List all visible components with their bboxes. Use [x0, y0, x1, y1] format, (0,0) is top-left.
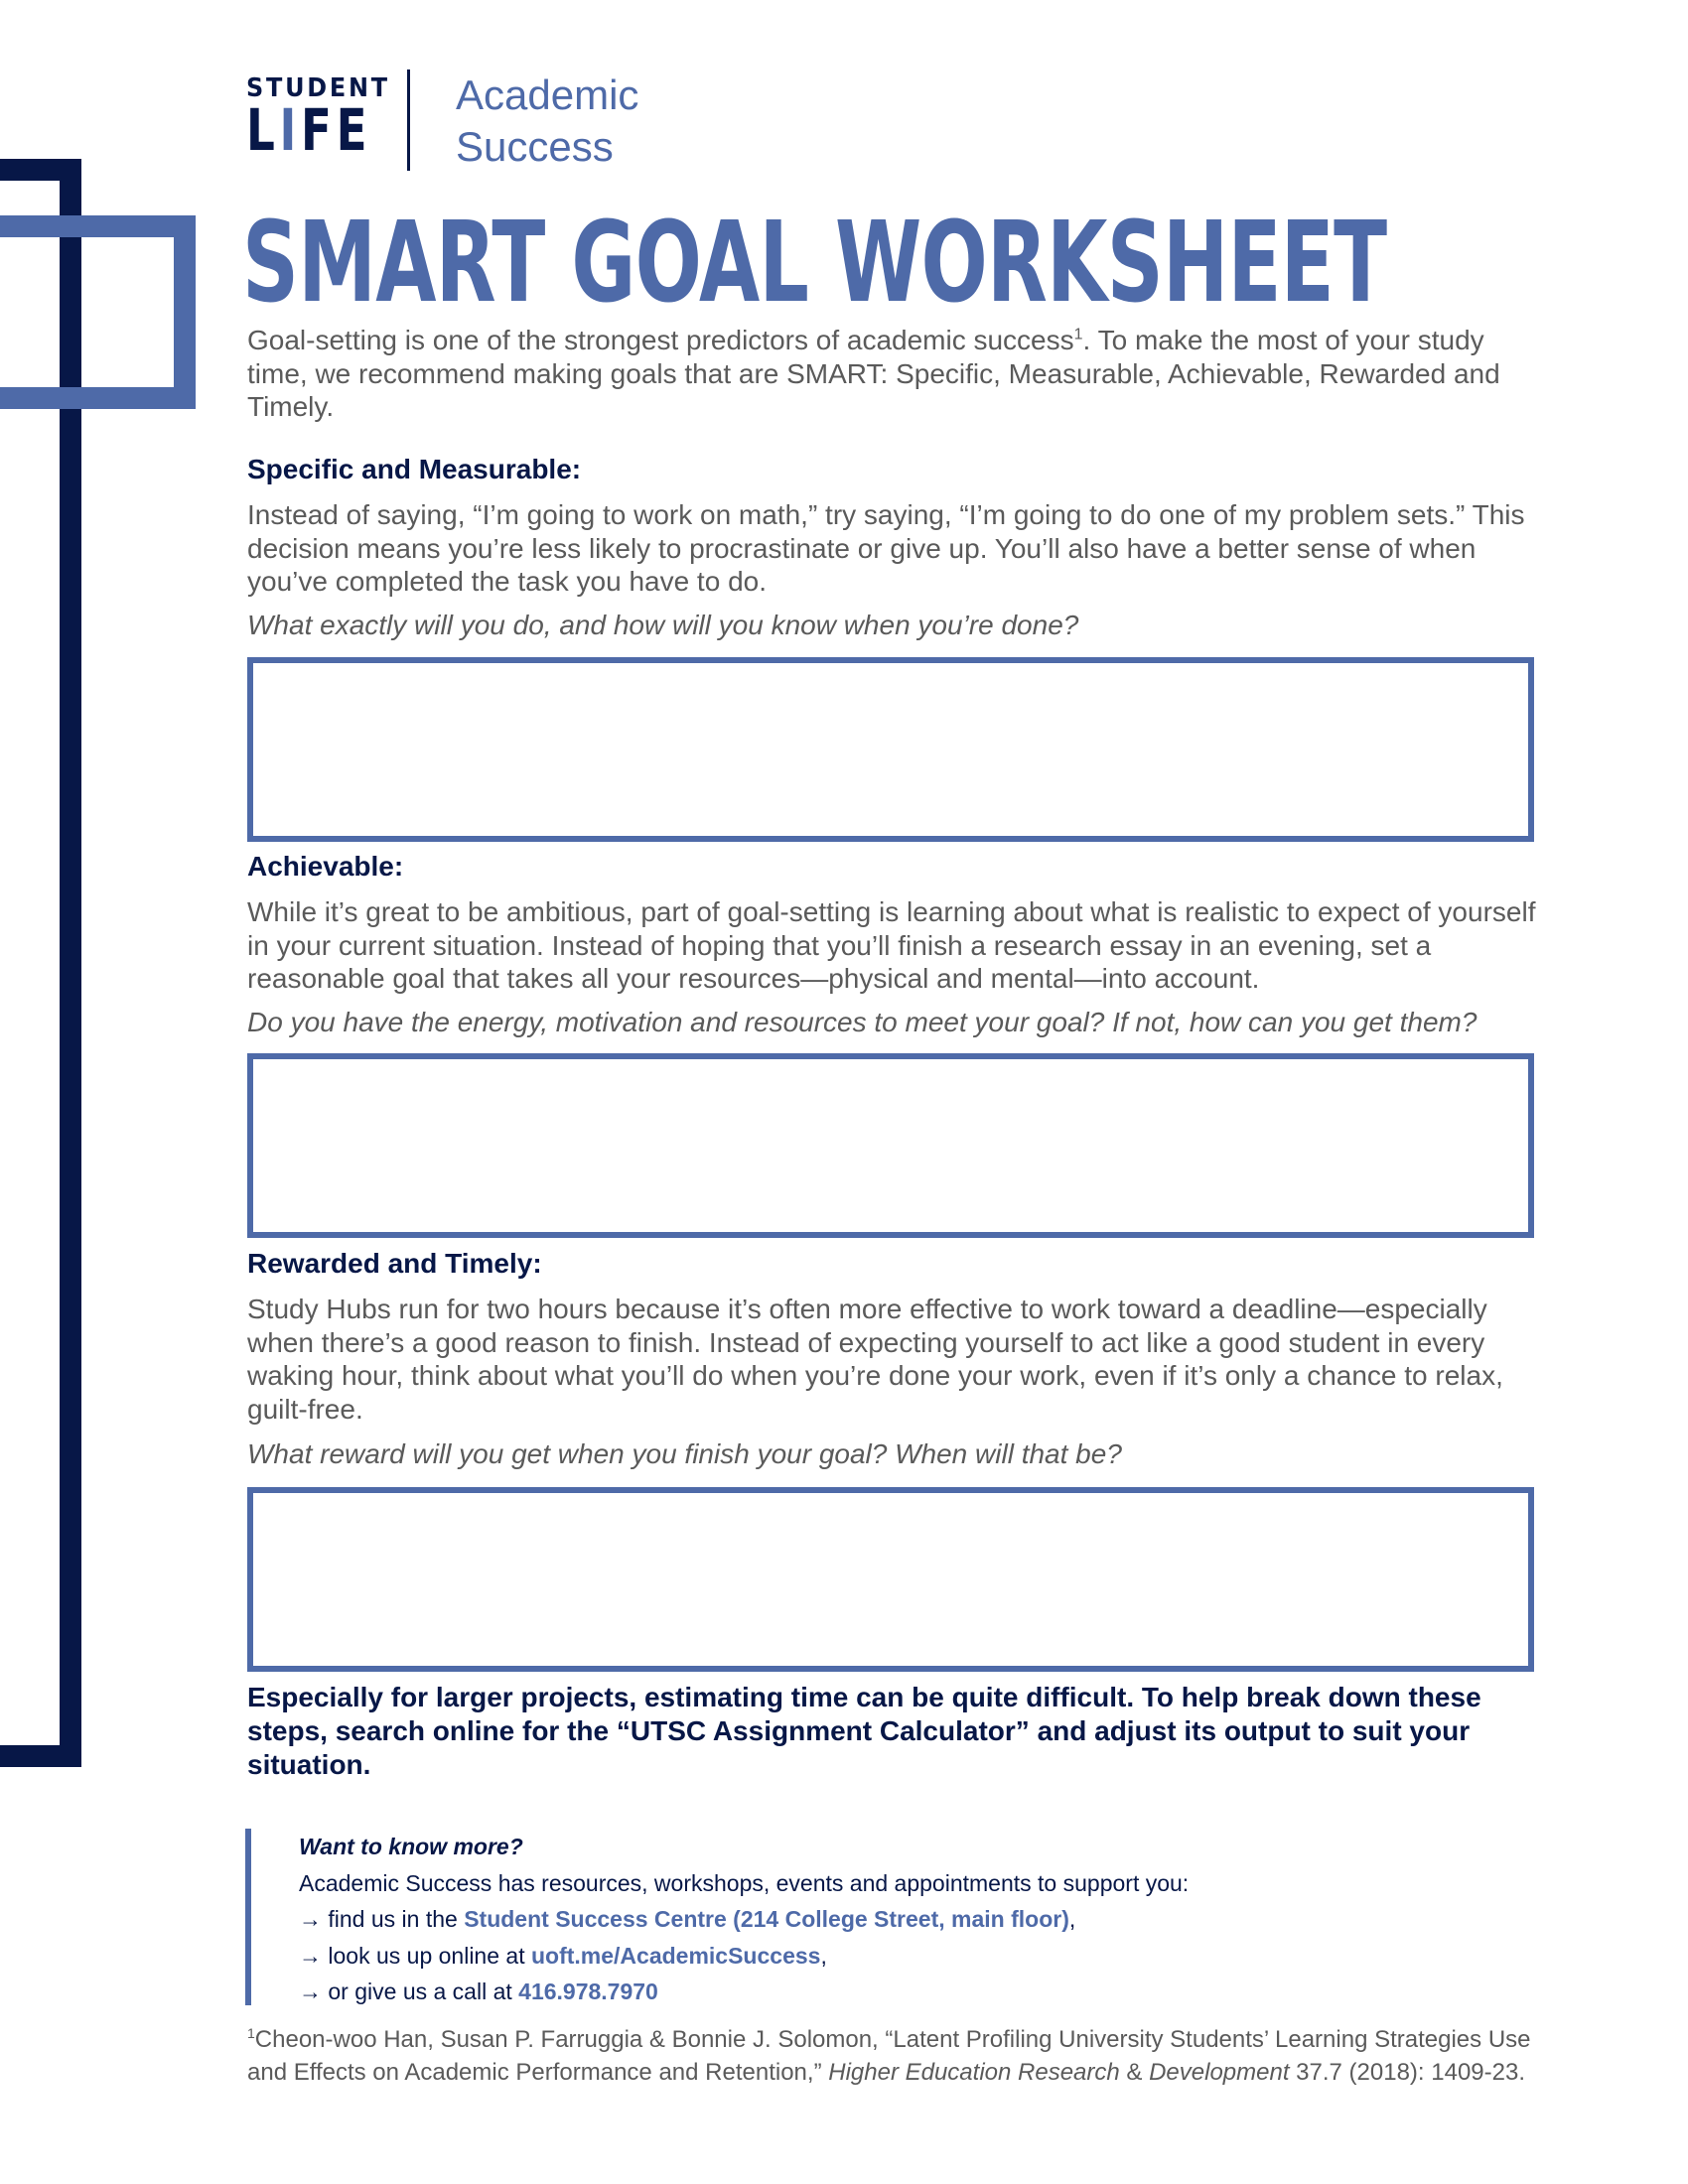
- answer-box-rewarded[interactable]: [247, 1487, 1534, 1672]
- section-heading-rewarded: Rewarded and Timely:: [247, 1248, 542, 1279]
- want-to-know-more-box: [245, 1829, 1337, 2005]
- section-question-rewarded: What reward will you get when you finish your goal? When will that be?: [247, 1438, 1122, 1469]
- answer-field-specific[interactable]: [253, 663, 1528, 836]
- more-website: → look us up online at uoft.me/AcademicSuccess,: [299, 1942, 827, 1969]
- answer-box-specific[interactable]: [247, 657, 1534, 842]
- logo-student-text: STUDENT: [246, 73, 390, 103]
- logo-unit-name: Academic Success: [456, 71, 639, 170]
- more-title: Want to know more?: [299, 1834, 523, 1859]
- section-body-achievable: While it’s great to be ambitious, part of goal-setting is learning about what is realistic to expect of yourself in your current situation. Instead of hoping that you’ll finish a research essay in an evening, set a reasonable goal that takes all your resources—physical and mental—into account.: [247, 896, 1536, 994]
- assignment-calculator-note: Especially for larger projects, estimating time can be quite difficult. To help break down these steps, search online for the “UTSC Assignment Calculator” and adjust its output to suit your situation.: [247, 1682, 1481, 1780]
- more-intro: Academic Success has resources, workshops, events and appointments to support you:: [299, 1869, 1190, 1896]
- section-body-rewarded: Study Hubs run for two hours because it’s often more effective to work toward a deadline—especially when there’s a good reason to finish. Instead of expecting yourself to act like a good student in every waking hour, think about what you’ll do when you’re done your work, even if it’s only a chance to relax, guilt-free.: [247, 1294, 1503, 1425]
- section-heading-achievable: Achievable:: [247, 851, 404, 882]
- website-link[interactable]: uoft.me/AcademicSuccess: [530, 1942, 821, 1969]
- page-title: SMART GOAL WORKSHEET: [242, 199, 1387, 328]
- section-heading-specific: Specific and Measurable:: [247, 454, 582, 484]
- section-body-specific: Instead of saying, “I’m going to work on math,” try saying, “I’m going to do one of my problem sets.” This decision means you’re less likely to procrastinate or give up. You’ll also have a better sense of when you’ve completed the task you have to do.: [247, 499, 1525, 597]
- phone-link[interactable]: 416.978.7970: [518, 1979, 658, 2004]
- location-link[interactable]: Student Success Centre (214 College Street, main floor): [464, 1906, 1069, 1932]
- more-location: → find us in the Student Success Centre (214 College Street, main floor),: [299, 1906, 1076, 1932]
- more-phone: → or give us a call at 416.978.7970: [299, 1979, 658, 2004]
- answer-field-rewarded[interactable]: [253, 1493, 1528, 1666]
- logo-divider: [407, 69, 410, 171]
- decorative-frame-blue: [0, 215, 196, 409]
- answer-field-achievable[interactable]: [253, 1059, 1528, 1232]
- section-question-achievable: Do you have the energy, motivation and resources to meet your goal? If not, how can you get them?: [247, 1007, 1477, 1037]
- section-question-specific: What exactly will you do, and how will you know when you’re done?: [247, 610, 1079, 640]
- footnote: $^1$Cheon-woo Han, Susan P. Farruggia & Bonnie J. Solomon, “Latent Profiling University Students’ Learning Strategies Use and Effects on Academic Performance and Retention,” Higher Education Research & Development 37.7 (2018): 1409-23.: [247, 2025, 1531, 2086]
- answer-box-achievable[interactable]: [247, 1053, 1534, 1238]
- logo-life-text: LIFE: [246, 96, 372, 164]
- intro-paragraph: Goal-setting is one of the strongest predictors of academic success$^1$. To make the most of your study time, we recommend making goals that are SMART: Specific, Measurable, Achievable, Rewarded and Timely.: [247, 325, 1500, 422]
